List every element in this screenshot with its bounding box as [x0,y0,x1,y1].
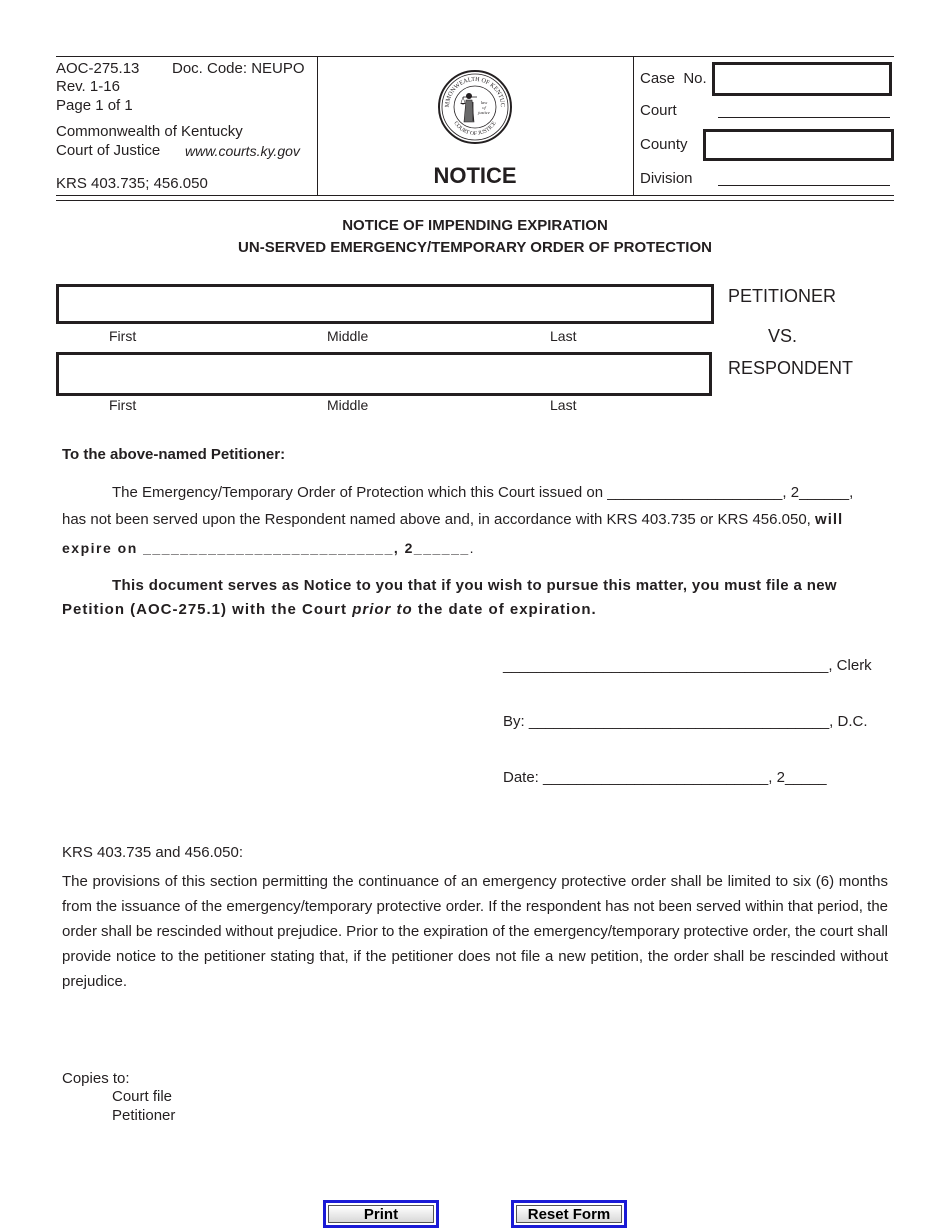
division-label: Division [640,170,693,187]
petitioner-label: PETITIONER [728,286,837,306]
paragraph2-line2 [62,601,597,618]
statute-text: The provisions of this section permitting the continuance of an emergency protective order shall be limited to six (6) months from the issuance of the emergency/temporary protective order. If the respondent has not been served within that period, the order shall be rescinded without prejudice. Prior to the expiration of the emergency/temporary protective order, the court shall provide notice to the petitioner stating that, if the petitioner does not file a new petition, the order shall be rescinded without prejudice. [62,873,888,990]
respondent-label: RESPONDENT [728,358,854,378]
website-link[interactable]: www.courts.ky.gov [185,143,300,159]
form-title: NOTICE [433,163,517,188]
doc-code: Doc. Code: NEUPO [172,60,305,77]
petitioner-last-caption: Last [550,328,577,344]
paragraph2-petition: Petition (AOC-275.1) with the Court [62,601,353,618]
respondent-middle-caption: Middle [327,397,369,413]
paragraph1-line1: The Emergency/Temporary Order of Protection which this Court issued on _____________________, 2______, [112,484,854,501]
paragraph2-prior-to: prior to [352,601,413,618]
paragraph2-line1: This document serves as Notice to you that if you wish to pursue this matter, you must file a new [112,577,837,594]
seal-inner-text-3: justice [478,110,490,115]
print-button-frame [323,1200,439,1228]
deputy-clerk-signature-line[interactable]: By: ____________________________________, D.C. [503,713,868,730]
county-label: County [640,136,688,153]
petitioner-middle-caption: Middle [327,328,369,344]
court-seal [437,69,513,145]
respondent-name-input[interactable] [56,352,712,396]
reset-form-button[interactable]: Reset Form [516,1205,622,1223]
seal-inner-text-1: law [480,100,488,105]
notice-title-line1: NOTICE OF IMPENDING EXPIRATION [342,217,608,234]
paragraph1-line3 [62,540,474,556]
header-bottom-rule-double [56,200,894,201]
county-input[interactable] [703,129,894,161]
commonwealth-label: Commonwealth of Kentucky [56,123,243,140]
paragraph1-line2-text: has not been served upon the Respondent named above and, in accordance with KRS 403.735 or KRS 456.050, [62,511,816,528]
paragraph1-will: will [815,511,844,528]
reset-button-frame [511,1200,627,1228]
paragraph1-expire-on: expire on ___________________________, 2______ [62,540,470,556]
seal-inner-text-2: of [482,105,486,110]
division-input[interactable] [718,185,890,186]
paragraph1-line2 [62,511,843,528]
petitioner-name-input[interactable] [56,284,714,324]
paragraph1-line3-end: . [469,540,474,556]
copies-item-court-file: Court file [112,1088,173,1105]
copies-label: Copies to: [62,1070,130,1087]
notice-title-line2: UN-SERVED EMERGENCY/TEMPORARY ORDER OF PROTECTION [238,239,712,256]
seal-top-text: MMONWEALTH OF KENTUC [443,75,507,108]
court-of-justice-label: Court of Justice [56,142,161,159]
case-no-label: Case No. [640,70,707,87]
respondent-first-caption: First [109,397,137,413]
header-top-rule [56,56,894,57]
form-number: AOC-275.13 [56,60,140,77]
court-label: Court [640,102,677,119]
page-count: Page 1 of 1 [56,97,133,114]
seal-bottom-text: COURT OF JUSTICE [452,120,498,138]
versus-label: VS. [768,326,798,346]
clerk-signature-line[interactable]: _______________________________________, Clerk [503,657,872,674]
copies-item-petitioner: Petitioner [112,1107,176,1124]
salutation: To the above-named Petitioner: [62,446,286,463]
revision: Rev. 1-16 [56,78,120,95]
seal-icon [437,69,513,145]
petitioner-first-caption: First [109,328,137,344]
signature-date-line[interactable]: Date: ___________________________, 2_____ [503,769,827,786]
court-input[interactable] [718,117,890,118]
header-bottom-rule [56,195,894,196]
respondent-last-caption: Last [550,397,577,413]
case-no-input[interactable] [712,62,892,96]
header-divider-right [633,56,634,195]
svg-text:COURT OF JUSTICE [452,120,498,137]
paragraph2-expiration: the date of expiration. [412,601,597,618]
print-button[interactable]: Print [328,1205,434,1223]
statutes-label: KRS 403.735; 456.050 [56,175,208,192]
statute-heading: KRS 403.735 and 456.050: [62,844,243,861]
